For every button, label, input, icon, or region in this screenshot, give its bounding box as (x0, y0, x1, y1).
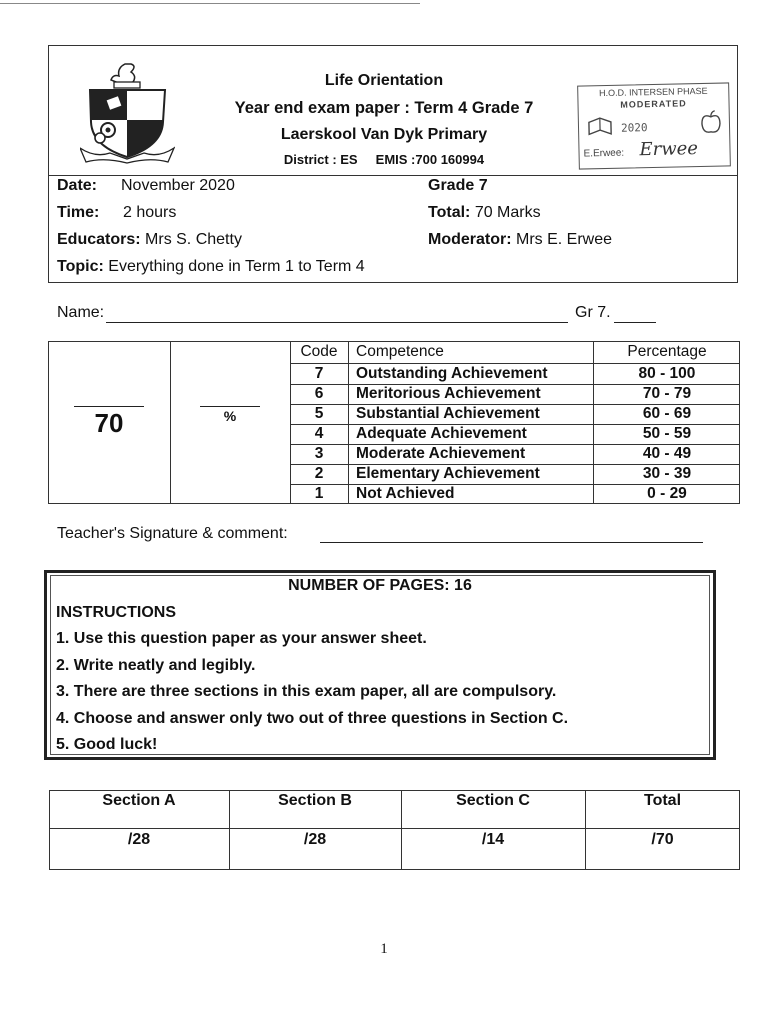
instruction-item: 5. Good luck! (56, 736, 158, 753)
total-value: 70 Marks (474, 204, 541, 221)
row-code: 6 (314, 385, 324, 402)
educators-label: Educators: (57, 231, 141, 248)
instruction-item: 4. Choose and answer only two out of three questions in Section C. (56, 710, 569, 727)
total-header: Total (643, 792, 682, 809)
district-emis: District : ES EMIS :700 160994 (283, 152, 485, 167)
page-number: 1 (380, 941, 388, 957)
row-competence: Substantial Achievement (356, 405, 540, 422)
header-percentage: Percentage (627, 343, 707, 360)
topic-value: Everything done in Term 1 to Term 4 (108, 258, 365, 275)
subject-title: Life Orientation (324, 72, 444, 89)
section-c-header: Section C (456, 792, 530, 809)
mark-blank-line[interactable] (74, 406, 144, 407)
topic-label: Topic: (57, 258, 104, 275)
row-code: 2 (314, 465, 324, 482)
total-marks-cell: /70 (651, 831, 674, 848)
row-percentage: 60 - 69 (642, 405, 692, 422)
name-input-line[interactable] (106, 322, 568, 323)
moderator-value: Mrs E. Erwee (516, 231, 613, 248)
signature-input-line[interactable] (320, 542, 703, 543)
total-marks: 70 (94, 408, 124, 438)
class-label: Gr 7. (575, 304, 611, 321)
row-code: 1 (314, 485, 324, 502)
row-competence: Meritorious Achievement (356, 385, 541, 402)
section-a-header: Section A (102, 792, 176, 809)
section-c-marks: /14 (481, 831, 505, 848)
pages-count: NUMBER OF PAGES: 16 (288, 577, 472, 594)
header-divider (48, 175, 738, 176)
stamp-book-icon (587, 114, 613, 137)
paper-title: Year end exam paper : Term 4 Grade 7 (234, 99, 534, 117)
class-input-line[interactable] (614, 322, 656, 323)
educators-value: Mrs S. Chetty (145, 231, 242, 248)
percent-symbol: % (223, 408, 237, 424)
instruction-item: 1. Use this question paper as your answer sheet. (56, 630, 427, 647)
instruction-item: 2. Write neatly and legibly. (56, 657, 256, 674)
stamp-signer-label: E.Erwee: (583, 147, 625, 160)
moderation-stamp (577, 82, 731, 169)
results-col-divider (170, 341, 171, 504)
top-rule (0, 3, 420, 4)
moderator-label: Moderator: (428, 231, 512, 248)
date-value: November 2020 (121, 177, 235, 194)
percent-blank-line[interactable] (200, 406, 260, 407)
row-percentage: 0 - 29 (647, 485, 687, 502)
section-b-marks: /28 (303, 831, 327, 848)
school-name: Laerskool Van Dyk Primary (280, 126, 488, 143)
row-percentage: 70 - 79 (642, 385, 692, 402)
header-code: Code (300, 343, 338, 360)
row-percentage: 30 - 39 (642, 465, 692, 482)
results-row-divider (290, 363, 740, 364)
row-percentage: 40 - 49 (642, 445, 692, 462)
row-competence: Moderate Achievement (356, 445, 526, 462)
row-competence: Not Achieved (356, 485, 455, 502)
row-competence: Outstanding Achievement (356, 365, 548, 382)
row-percentage: 50 - 59 (642, 425, 692, 442)
name-label: Name: (57, 304, 105, 321)
total-label: Total: (428, 204, 471, 221)
stamp-date: 2020 (620, 121, 648, 135)
section-b-header: Section B (278, 792, 352, 809)
section-a-marks: /28 (127, 831, 151, 848)
time-label: Time: (57, 204, 100, 221)
grade-label: Grade 7 (428, 177, 488, 194)
instructions-heading: INSTRUCTIONS (56, 604, 176, 621)
date-label: Date: (57, 177, 98, 194)
row-code: 3 (314, 445, 324, 462)
signature-label: Teacher's Signature & comment: (57, 525, 288, 542)
header-competence: Competence (356, 343, 444, 360)
stamp-apple-icon (699, 110, 724, 136)
stamp-line-2: MODERATED (620, 98, 687, 110)
row-percentage: 80 - 100 (638, 365, 696, 382)
stamp-signature: Erwee (639, 138, 699, 161)
row-competence: Adequate Achievement (356, 425, 527, 442)
sections-row-divider (49, 828, 740, 829)
time-value: 2 hours (123, 204, 177, 221)
row-competence: Elementary Achievement (356, 465, 540, 482)
row-code: 7 (314, 365, 324, 382)
stamp-line-1: H.O.D. INTERSEN PHASE (598, 85, 708, 99)
row-code: 5 (314, 405, 324, 422)
row-code: 4 (314, 425, 324, 442)
results-col-divider (348, 341, 349, 504)
instruction-item: 3. There are three sections in this exam paper, all are compulsory. (56, 683, 557, 700)
